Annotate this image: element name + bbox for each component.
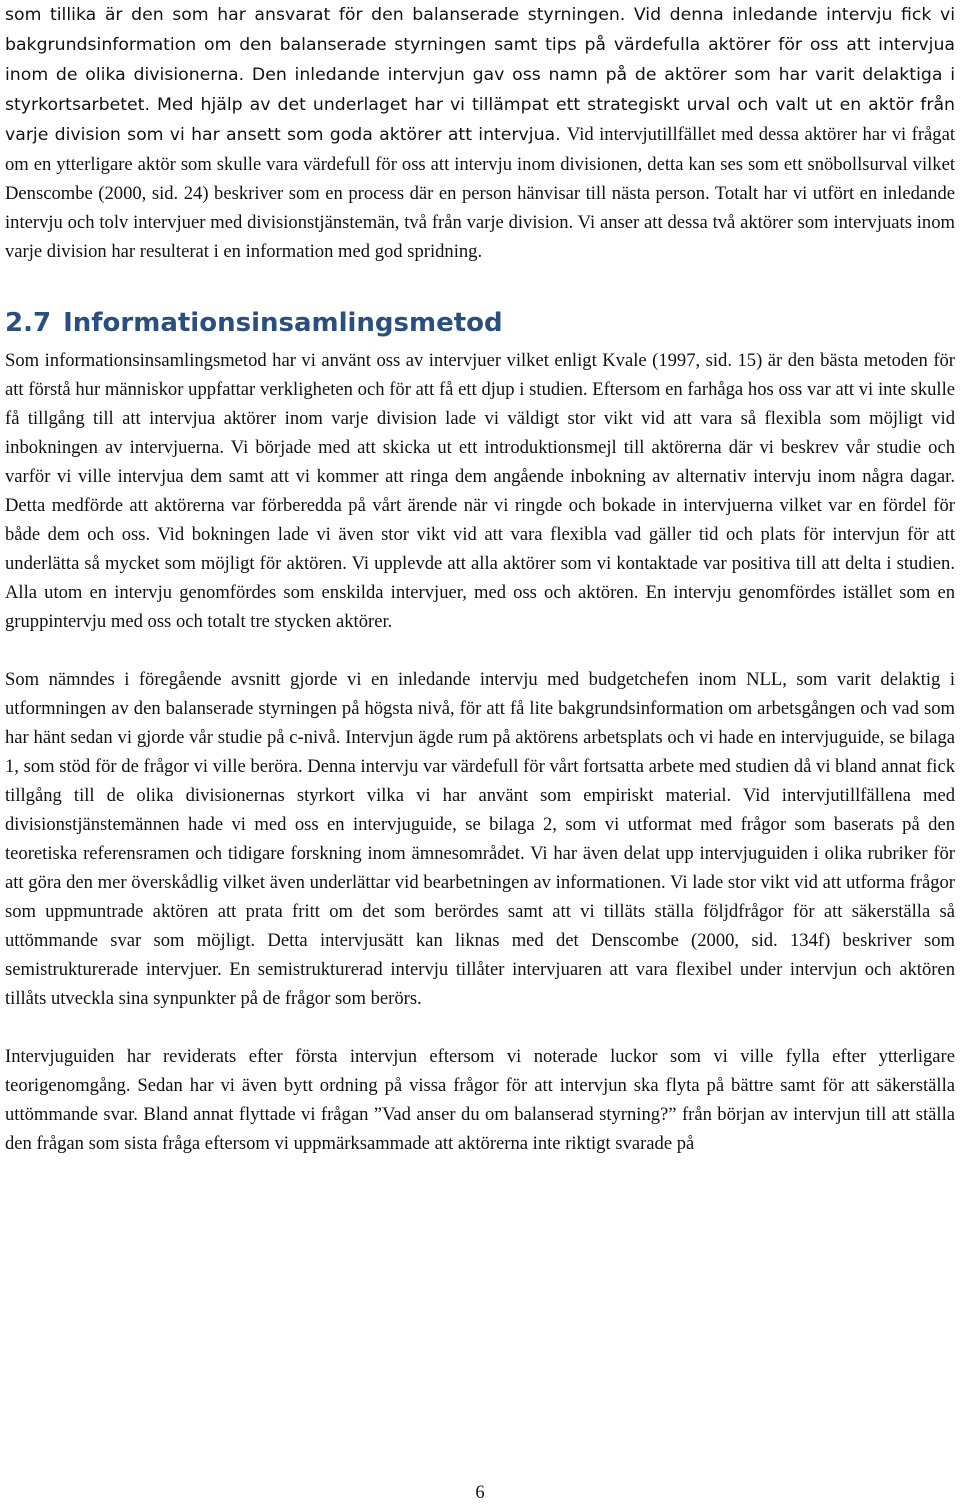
intro-paragraph bbox=[5, 0, 955, 266]
paragraph-spacer bbox=[5, 1013, 955, 1042]
paragraph-1: Som informationsinsamlingsmetod har vi använt oss av intervjuer vilket enligt Kvale (1997, sid. 15) är den bästa metoden för att förstå hur människor uppfattar verkligheten och för att få ett djup i studien. Eftersom en farhåga hos oss var att vi inte skulle få tillgång till att intervjua aktörer inom varje division lade vi väldigt stor vikt vid att vara så flexibla som möjligt vid inbokningen av intervjuerna. Vi började med att skicka ut ett introduktionsmejl till aktörerna där vi beskrev vår studie och varför vi ville intervjua dem samt att vi kommer att ringa dem angående inbokning av alternativ intervju inom några dagar. Detta medförde att aktörerna var förberedda på vårt ärende när vi ringde och bokade in intervjuerna vilket var en fördel för både dem och oss. Vid bokningen lade vi även stor vikt vid att vara flexibla vad gäller tid och plats för intervjun för att underlätta så mycket som möjligt för aktören. Vi upplevde att alla aktörer som vi kontaktade var positiva till att delta i studien. Alla utom en intervju genomfördes som enskilda intervjuer, med oss och aktören. En intervju genomfördes istället som en gruppintervju med oss och totalt tre stycken aktörer. bbox=[5, 350, 955, 632]
intro-paragraph-part-1: som tillika är den som har ansvarat för den balanserade styrningen. Vid denna inledande intervju fick vi bakgrundsinformation om den balanserade styrningen samt tips på värdefulla aktörer för oss att intervjua inom de olika divisionerna. Den inledande intervjun gav oss namn på de aktörer som har varit delaktiga i styrkortsarbetet. Med hjälp av det underlaget har vi tillämpat ett strategiskt urval och valt ut en aktör från varje division som vi har ansett som goda aktörer att intervjua. bbox=[5, 5, 955, 145]
page-number: 6 bbox=[475, 1482, 485, 1503]
paragraph-2: Som nämndes i föregående avsnitt gjorde vi en inledande intervju med budgetchefen inom NLL, som varit delaktig i utformningen av den balanserade styrningen på högsta nivå, för att få lite bakgrundsinformation om arbetsgången och vad som har hänt sedan vi gjorde vår studie på c-nivå. Intervjun ägde rum på aktörens arbetsplats och vi hade en intervjuguide, se bilaga 1, som stöd för de frågor vi ville beröra. Denna intervju var värdefull för vårt fortsatta arbete med studien då vi bland annat fick tillgång till de olika divisionernas styrkort vilka vi har använt som empiriskt material. Vid intervjutillfällena med divisionstjänstemännen hade vi med oss en intervjuguide, se bilaga 2, som vi utformat med frågor som baserats på den teoretiska referensramen och tidigare forskning inom ämnesområdet. Vi har även delat upp intervjuguiden i olika rubriker för att göra den mer överskådlig vilket även underlättar vid bearbetningen av informationen. Vi lade stor vikt vid att utforma frågor som uppmuntrade aktören att prata fritt om det som berördes samt att vi tilläts ställa följdfrågor för att säkerställa så uttömmande svar som möjligt. Detta intervjusätt kan liknas med det Denscombe (2000, sid. 134f) beskriver som semistrukturerade intervjuer. En semistrukturerad intervju tillåter intervjuaren att vara flexibel under intervjun och aktören tillåts utveckla sina synpunkter på de frågor som berörs. bbox=[5, 669, 955, 1009]
intro-paragraph-part-2: Vid intervjutillfället med dessa aktörer har vi frågat om en ytterligare aktör som skulle vara värdefull för oss att intervju inom divisionen, detta kan ses som ett snöbollsurval vilket Denscombe (2000, sid. 24) beskriver som en process där en person hänvisar till nästa person. Totalt har vi utfört en inledande intervju och tolv intervjuer med divisionstjänstemän, två från varje division. Vi anser att dessa två aktörer som intervjuats inom varje division har resulterat i en information med god spridning. bbox=[5, 124, 955, 262]
paragraph-3: Intervjuguiden har reviderats efter första intervjun eftersom vi noterade luckor som vi ville fylla efter ytterligare teorigenomgång. Sedan har vi även bytt ordning på vissa frågor för att intervjun ska flyta på bättre samt för att säkerställa uttömmande svar. Bland annat flyttade vi frågan ”Vad anser du om balanserad styrning?” från början av intervjun till att ställa den frågan som sista fråga eftersom vi uppmärksammade att aktörerna inte riktigt svarade på bbox=[5, 1046, 955, 1154]
section-heading bbox=[5, 308, 955, 338]
paragraph-spacer bbox=[5, 636, 955, 665]
document-page bbox=[5, 0, 955, 1158]
section-number: 2.7 bbox=[5, 308, 52, 338]
section-title: Informationsinsamlingsmetod bbox=[63, 308, 503, 338]
